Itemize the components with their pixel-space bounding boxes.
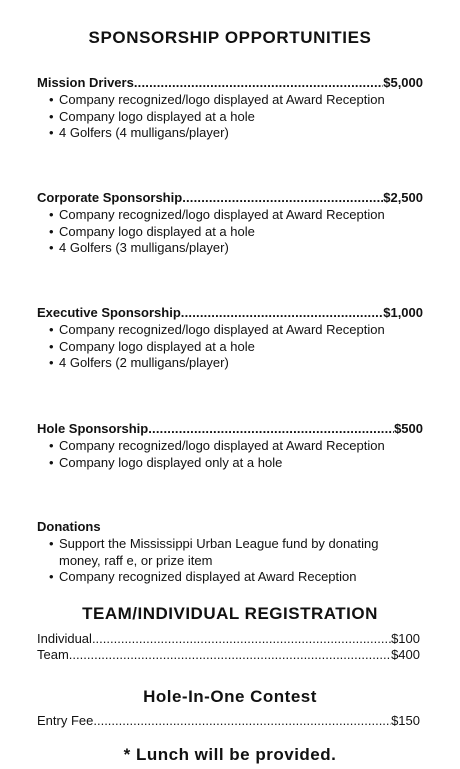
leader-dots [182,190,383,206]
registration-row-team [37,647,420,662]
benefit-item: • Company recognized/logo displayed at Award Reception [37,92,423,109]
benefit-item: • Company logo displayed at a hole [37,224,423,241]
leader-dots [148,421,394,437]
tier-heading [37,190,423,206]
tier-corporate-sponsorship [37,190,423,257]
contest-row-entry-fee [37,713,420,728]
page-title: SPONSORSHIP OPPORTUNITIES [88,28,372,47]
contest-heading: Hole-In-One Contest [143,687,317,706]
benefit-item: • 4 Golfers (2 mulligans/player) [37,355,423,372]
benefit-list [37,322,423,372]
donations-heading [37,519,423,535]
donations-list [37,536,417,586]
tier-name: Executive Sponsorship [37,305,181,320]
tier-name: Hole Sponsorship [37,421,149,436]
leader-dots [134,75,383,91]
benefit-item: • Company logo displayed at a hole [37,339,423,356]
benefit-list [37,438,423,471]
tier-price: $500 [394,421,423,436]
tier-name: Corporate Sponsorship [37,190,183,205]
contest-label: Entry Fee [37,713,94,728]
tier-price: $1,000 [383,305,423,320]
benefit-item: • Company recognized/logo displayed at Award Reception [37,207,423,224]
tier-price: $5,000 [383,75,423,90]
contest-price: $150 [391,713,420,728]
donations-section [37,519,423,586]
tier-heading [37,75,423,91]
tier-heading [37,305,423,321]
tier-hole-sponsorship [37,421,423,471]
benefit-item: • Company logo displayed only at a hole [37,455,423,472]
tier-heading [37,421,423,437]
donation-item: • Support the Mississippi Urban League fund by donating money, raff e, or prize item [37,536,417,569]
donations-heading-text: Donations [37,519,101,534]
leader-dots [93,713,391,728]
benefit-item: • Company logo displayed at a hole [37,109,423,126]
tier-price: $2,500 [383,190,423,205]
benefit-list [37,92,423,142]
leader-dots [69,647,391,662]
registration-price: $400 [391,647,420,662]
tier-executive-sponsorship [37,305,423,372]
donation-item: • Company recognized displayed at Award Reception [37,569,417,586]
registration-label: Individual [37,631,92,646]
leader-dots [181,305,383,321]
leader-dots [92,631,391,646]
benefit-item: • 4 Golfers (3 mulligans/player) [37,240,423,257]
registration-row-individual [37,631,420,646]
benefit-item: • 4 Golfers (4 mulligans/player) [37,125,423,142]
benefit-list [37,207,423,257]
registration-heading: TEAM/INDIVIDUAL REGISTRATION [82,604,378,623]
benefit-item: • Company recognized/logo displayed at Award Reception [37,438,423,455]
registration-label: Team [37,647,69,662]
registration-price: $100 [391,631,420,646]
tier-mission-drivers [37,75,423,142]
benefit-item: • Company recognized/logo displayed at Award Reception [37,322,423,339]
tier-name: Mission Drivers [37,75,134,90]
lunch-note: * Lunch will be provided. [123,745,337,764]
